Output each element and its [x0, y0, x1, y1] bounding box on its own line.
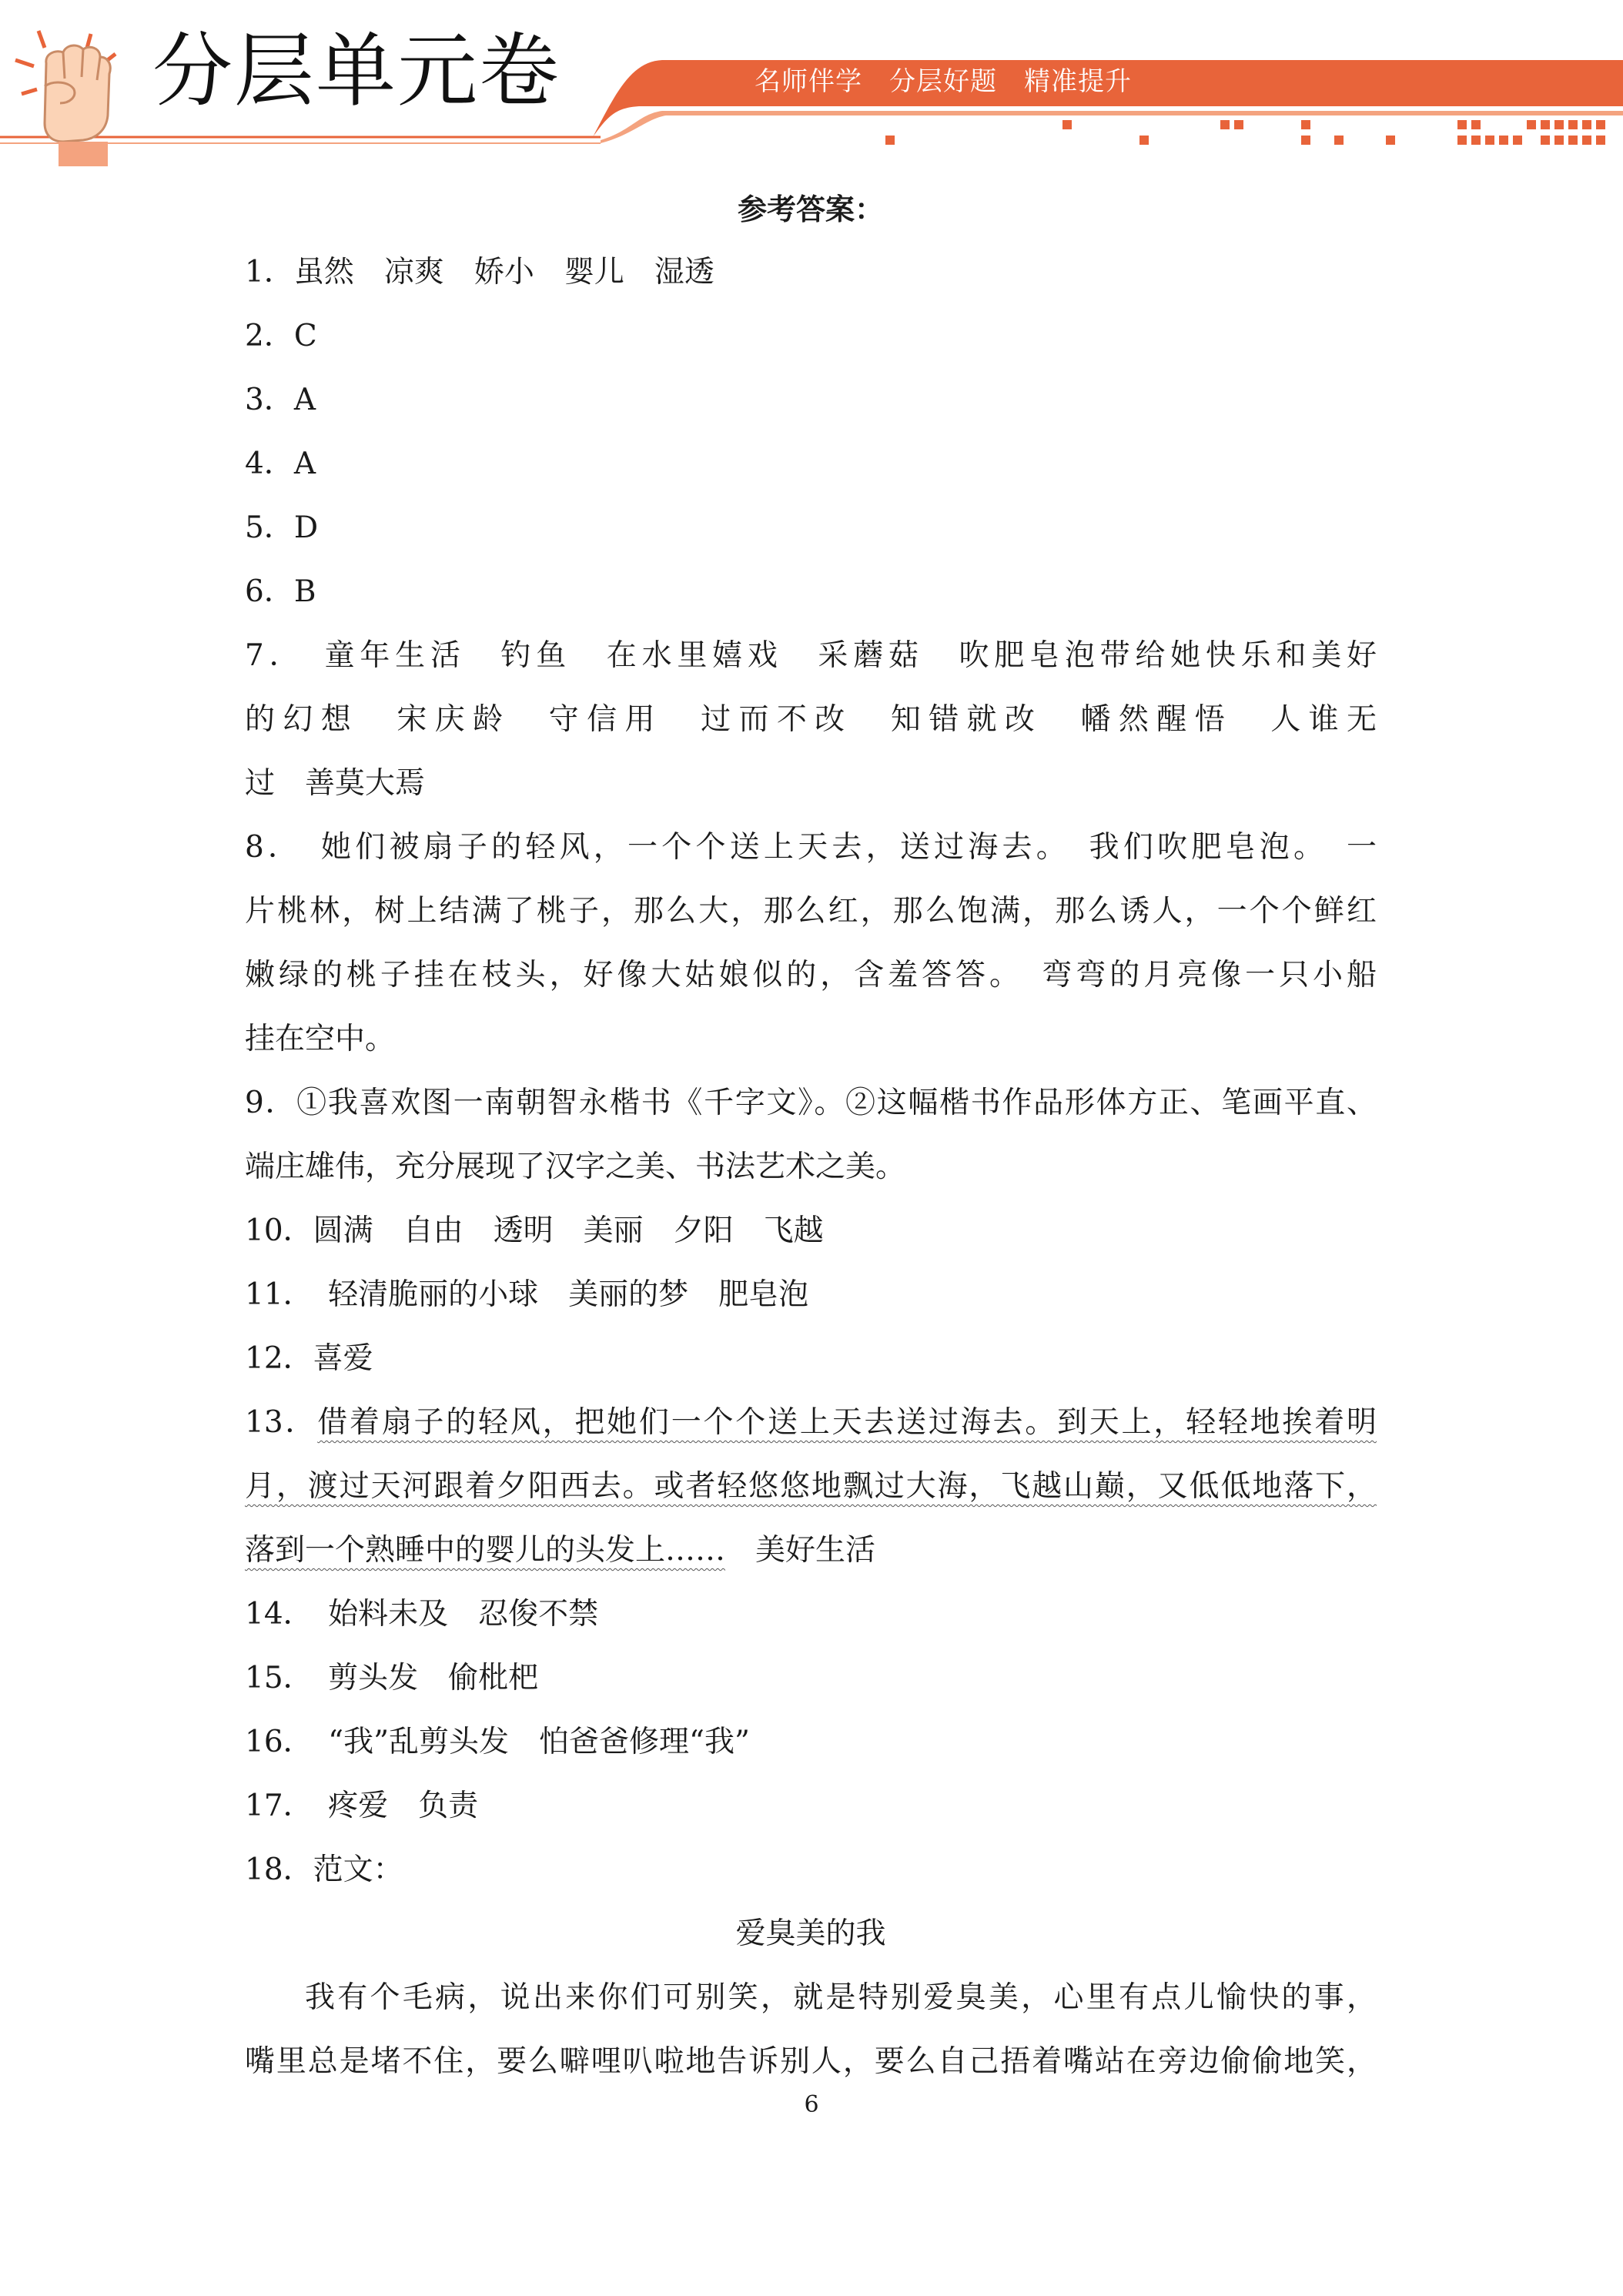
essay-title: 爱臭美的我 [735, 1916, 886, 1951]
page-header [0, 0, 1623, 169]
answer-13-quote-1: 借着扇子的轻风，把她们一个个送上天去送过海去。到天上，轻轻地挨着明 [317, 1405, 1377, 1440]
answer-9-line-2: 端庄雄伟，充分展现了汉字之美、书法艺术之美。 [245, 1150, 906, 1184]
answer-10: 10．圆满 自由 透明 美丽 夕阳 飞越 [245, 1213, 824, 1248]
answer-9-line-1: 9．①我喜欢图一南朝智永楷书《千字文》。②这幅楷书作品形体方正、笔画平直、 [245, 1086, 1377, 1120]
answer-5: 5．D [245, 510, 319, 545]
answer-13-number: 13． [245, 1405, 318, 1440]
page-number: 6 [804, 2091, 819, 2118]
answer-7-line-2: 的幻想 宋庆龄 守信用 过而不改 知错就改 幡然醒悟 人谁无 [245, 702, 1377, 737]
answer-8-line-4: 挂在空中。 [245, 1022, 396, 1056]
answer-18: 18．范文： [245, 1853, 403, 1887]
brand-title: 分层单元卷 [152, 24, 561, 118]
answer-12: 12．喜爱 [245, 1341, 373, 1376]
answer-7-line-1: 7． 童年生活 钓鱼 在水里嬉戏 采蘑菇 吹肥皂泡带给她快乐和美好 [245, 638, 1377, 673]
answer-8-line-2: 片桃林，树上结满了桃子，那么大，那么红，那么饱满，那么诱人，一个个鲜红 [245, 894, 1377, 929]
answer-content [245, 192, 1377, 2094]
answer-13-tail: 美好生活 [725, 1533, 876, 1568]
answer-8-line-3: 嫩绿的桃子挂在枝头，好像大姑娘似的，含羞答答。 弯弯的月亮像一只小船 [245, 958, 1377, 992]
answer-2: 2．C [245, 319, 317, 353]
answer-13-line-3 [245, 1518, 1377, 1582]
answer-16: 16． “我”乱剪头发 怕爸爸修理“我” [245, 1725, 750, 1759]
page-title: 参考答案： [737, 192, 884, 226]
answer-4: 4．A [245, 447, 316, 481]
answer-1: 1．虽然 凉爽 娇小 婴儿 湿透 [245, 255, 714, 290]
header-slogan: 名师伴学 分层好题 精准提升 [755, 66, 1132, 97]
answer-13-line-2 [245, 1454, 1377, 1518]
fist-icon [15, 31, 115, 166]
answer-7-line-3: 过 善莫大焉 [245, 766, 426, 801]
answer-13-quote-2: 月，渡过天河跟着夕阳西去。或者轻悠悠地飘过大海，飞越山巅，又低低地落下， [245, 1469, 1377, 1504]
answer-6: 6．B [245, 574, 316, 609]
answer-13-line-1 [245, 1391, 1377, 1454]
essay-paragraph-line-2: 嘴里总是堵不住，要么噼哩叭啦地告诉别人，要么自己捂着嘴站在旁边偷偷地笑， [245, 2044, 1377, 2079]
answer-15: 15． 剪头发 偷枇杷 [245, 1661, 539, 1695]
answer-17: 17． 疼爱 负责 [245, 1789, 479, 1823]
answer-13-quote-3: 落到一个熟睡中的婴儿的头发上…… [245, 1533, 726, 1568]
pixel-decoration [885, 120, 1605, 145]
answer-11: 11． 轻清脆丽的小球 美丽的梦 肥皂泡 [245, 1277, 809, 1312]
answer-14: 14． 始料未及 忍俊不禁 [245, 1597, 599, 1632]
essay-paragraph-line-1: 我有个毛病，说出来你们可别笑，就是特别爱臭美，心里有点儿愉快的事， [305, 1980, 1377, 2015]
answer-8-line-1: 8． 她们被扇子的轻风，一个个送上天去，送过海去。 我们吹肥皂泡。 一 [245, 830, 1377, 865]
answer-3: 3．A [245, 383, 316, 417]
